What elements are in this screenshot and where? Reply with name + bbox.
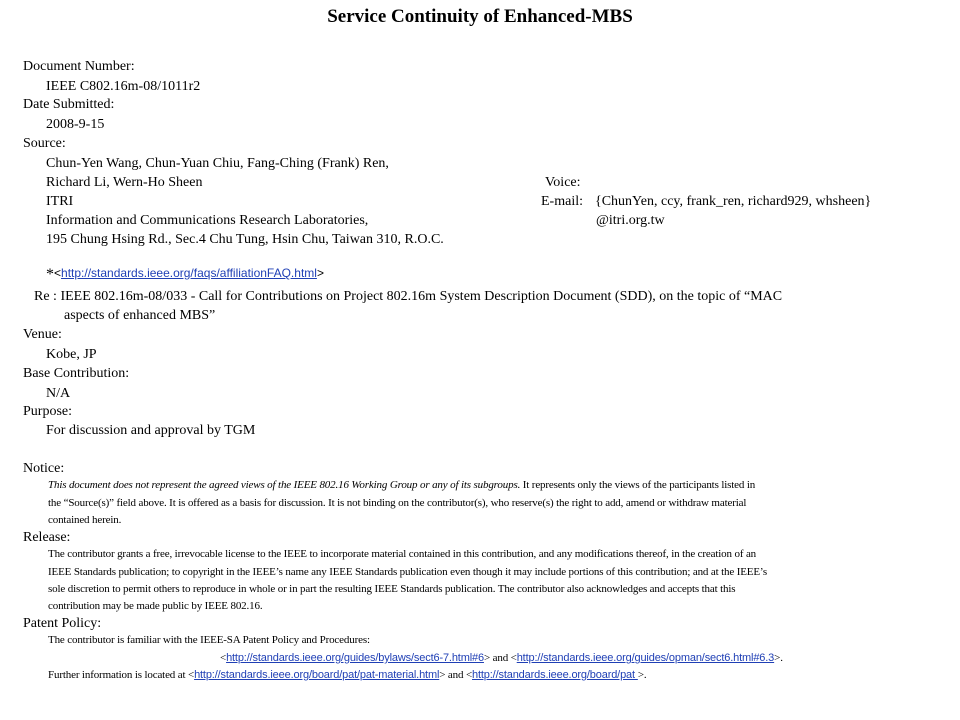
email-names: {ChunYen, ccy, frank_ren, richard929, whsheen} (595, 194, 872, 209)
date-label: Date Submitted: (23, 97, 115, 112)
pat-material-link[interactable]: http://standards.ieee.org/board/pat/pat-material.html (194, 669, 440, 681)
release-line-4: contribution may be made public by IEEE 802.16. (48, 600, 263, 612)
affiliation-line (46, 264, 324, 282)
venue-label: Venue: (23, 327, 62, 342)
patent-and: > and < (483, 652, 517, 664)
affiliation-lt: < (54, 266, 62, 280)
affiliation-star: * (46, 266, 54, 283)
notice-label: Notice: (23, 461, 65, 476)
page-title: Service Continuity of Enhanced-MBS (327, 6, 633, 27)
patent-policy-label: Patent Policy: (23, 616, 102, 631)
base-contribution-label: Base Contribution: (23, 366, 130, 381)
patent-policy-line-1: The contributor is familiar with the IEEE-SA Patent Policy and Procedures: (48, 634, 370, 646)
notice-line-1 (48, 479, 755, 491)
purpose-label: Purpose: (23, 404, 72, 419)
purpose-value: For discussion and approval by TGM (46, 423, 256, 438)
notice-line-3: contained herein. (48, 514, 122, 526)
doc-number-label: Document Number: (23, 59, 135, 74)
source-authors-1: Chun-Yen Wang, Chun-Yuan Chiu, Fang-Ching (Frank) Ren, (46, 156, 389, 171)
release-line-2: IEEE Standards publication; to copyright in the IEEE’s name any IEEE Standards publication even though it may include portions of this contribution; and at the IEEE’s (48, 566, 767, 578)
notice-line-2: the “Source(s)” field above. It is offered as a basis for discussion. It is not binding on the contributor(s), who reserve(s) the right to add, amend or withdraw material (48, 497, 747, 509)
patent-lt: < (220, 652, 227, 664)
affiliation-faq-link[interactable]: http://standards.ieee.org/faqs/affiliationFAQ.html (61, 266, 317, 280)
base-contribution-value: N/A (46, 386, 71, 401)
notice-italic-text: This document does not represent the agreed views of the IEEE 802.16 Working Group or any of its subgroups. (48, 479, 521, 491)
source-authors-2: Richard Li, Wern-Ho Sheen (46, 175, 203, 190)
release-line-1: The contributor grants a free, irrevocable license to the IEEE to incorporate material contained in this contribution, and any modifications thereof, in the creation of an (48, 548, 757, 560)
further-end: >. (637, 669, 647, 681)
source-label: Source: (23, 136, 66, 151)
opman-link[interactable]: http://standards.ieee.org/guides/opman/sect6.html#6.3 (516, 652, 775, 664)
source-lab: Information and Communications Research Laboratories, (46, 213, 369, 228)
venue-value: Kobe, JP (46, 347, 97, 362)
further-and: > and < (439, 669, 473, 681)
affiliation-gt: > (316, 266, 324, 280)
board-pat-link[interactable]: http://standards.ieee.org/board/pat (472, 669, 638, 681)
source-org: ITRI (46, 194, 74, 209)
patent-end: >. (774, 652, 783, 664)
bylaws-link[interactable]: http://standards.ieee.org/guides/bylaws/sect6-7.html#6 (226, 652, 484, 664)
re-line-2: aspects of enhanced MBS” (64, 308, 216, 323)
notice-line-1-rest: It represents only the views of the participants listed in (520, 479, 756, 491)
patent-further-line (48, 669, 647, 681)
voice-label: Voice: (545, 175, 581, 190)
re-line-1: Re : IEEE 802.16m-08/033 - Call for Contributions on Project 802.16m System Description Document (SDD), on the topic of “MAC (34, 289, 783, 304)
patent-policy-links-line (220, 652, 783, 664)
doc-number-value: IEEE C802.16m-08/1011r2 (46, 79, 201, 94)
release-line-3: sole discretion to permit others to reproduce in whole or in part the resulting IEEE Standards publication. The contributor also acknowledges and accepts that this (48, 583, 736, 595)
date-value: 2008-9-15 (46, 117, 105, 132)
email-label: E-mail: (541, 194, 583, 209)
source-address: 195 Chung Hsing Rd., Sec.4 Chu Tung, Hsin Chu, Taiwan 310, R.O.C. (46, 232, 444, 247)
email-domain: @itri.org.tw (596, 213, 665, 228)
further-info-text: Further information is located at < (48, 669, 195, 681)
release-label: Release: (23, 530, 71, 545)
